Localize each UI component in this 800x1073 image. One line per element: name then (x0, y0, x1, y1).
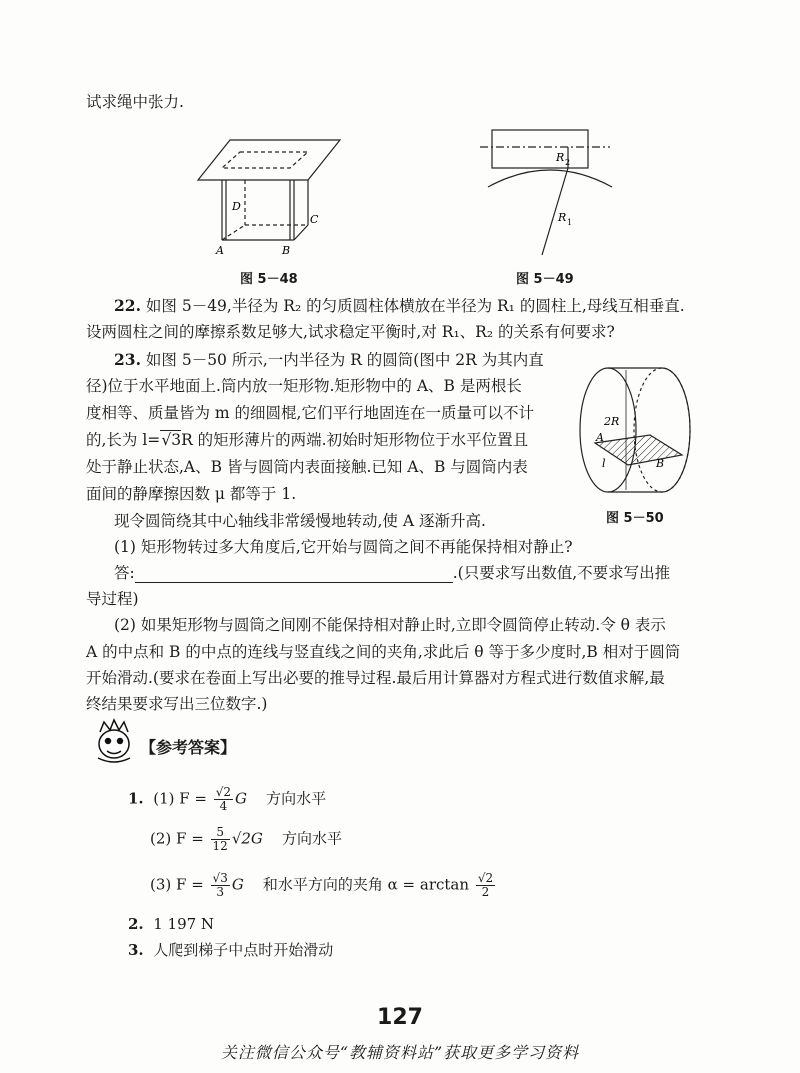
fig50-label-a: A (596, 431, 604, 444)
fig48-label-d: D (232, 200, 241, 213)
q23-sub2-line3: 开始滑动.(要求在卷面上写出必要的推导过程.最后用计算器对方程式进行数值求解,最 (86, 669, 665, 687)
answer-3 (128, 940, 333, 960)
answer-2-number: 2. (128, 915, 144, 933)
answer-2-text: 1 197 N (153, 915, 215, 933)
footer-note: 关注微信公众号“教辅资料站”获取更多学习资料 (220, 1043, 580, 1062)
fig49-sub-1: 1 (567, 218, 573, 227)
lower-cylinder-shape (488, 170, 612, 187)
upper-cylinder-shape (492, 130, 588, 168)
q22-number: 22. (114, 296, 141, 315)
a1-3-fraction (211, 872, 230, 899)
a1-1-num: √2 (215, 785, 232, 799)
figure-5-48-caption: 图 5－48 (240, 272, 298, 287)
top-text-line: 试求绳中张力. (86, 93, 184, 111)
fig48-label-a: A (216, 244, 224, 257)
fig49-sub-2: 2 (565, 158, 571, 167)
q23-sub2-line1: (2) 如果矩形物与圆筒之间刚不能保持相对静止时,立即令圆筒停止转动.令 θ 表示 (114, 616, 666, 634)
figure-5-49-caption: 图 5－49 (516, 272, 574, 287)
q23-line4-c: R 的矩形薄片的两端.初始时矩形物位于水平位置且 (181, 431, 529, 449)
figure-5-50-caption: 图 5－50 (606, 511, 664, 526)
figure-5-49 (480, 125, 620, 260)
q23-line5: 处于静止状态,A、B 皆与圆筒内表面接触.已知 A、B 与圆筒内表 (86, 458, 528, 476)
a1-2-dir: 方向水平 (282, 829, 343, 848)
answer-1-part-1 (128, 786, 326, 813)
q23-answer-line (114, 563, 670, 583)
a1-2-fraction (211, 826, 230, 853)
q22-text-1: 如图 5－49,半径为 R₂ 的匀质圆柱体横放在半径为 R₁ 的圆柱上,母线互相垂直. (145, 297, 685, 315)
a1-1-pre: (1) F = (153, 789, 207, 808)
fig49-label-r2: R (556, 151, 565, 164)
q23-line3: 度相等、质量皆为 m 的细圆棍,它们平行地固连在一质量可以不计 (86, 404, 534, 422)
q23-sub2-line2: A 的中点和 B 的中点的连线与竖直线之间的夹角,求此后 θ 等于多少度时,B 相对于圆筒 (86, 643, 681, 661)
q23-sub1: (1) 矩形物转过多大角度后,它开始与圆筒之间不再能保持相对静止? (114, 538, 573, 556)
answer-1-number: 1. (128, 789, 144, 808)
a1-3-den: 3 (216, 885, 224, 899)
fig50-label-l: l (602, 457, 606, 470)
q23-text-1: 如图 5－50 所示,一内半径为 R 的圆筒(图中 2R 为其内直 (145, 351, 544, 369)
q23-line4-a: 的,长为 l= (86, 431, 161, 449)
q23-sub1-cont: 导过程) (86, 590, 139, 608)
a1-1-den: 4 (219, 799, 228, 813)
fig50-label-2r: 2R (604, 415, 620, 428)
q23-line7: 现令圆筒绕其中心轴线非常缓慢地转动,使 A 逐渐升高. (114, 512, 486, 530)
a1-3-dir: 和水平方向的夹角 α = arctan (262, 875, 470, 894)
a1-3-angle-fraction (476, 872, 495, 899)
q22-line1 (86, 296, 685, 316)
a1-2-den: 12 (212, 839, 228, 853)
fig49-label-r1: R (558, 211, 567, 224)
answer-3-number: 3. (128, 941, 144, 959)
figure-5-48 (190, 130, 360, 260)
answer-3-text: 人爬到梯子中点时开始滑动 (153, 941, 334, 959)
q23-line6: 面间的静摩擦因数 μ 都等于 1. (86, 485, 297, 503)
figure-5-50 (570, 355, 710, 500)
answer-section-title: 【参考答案】 (140, 738, 237, 757)
q23-line4 (86, 430, 528, 450)
fig48-label-b: B (282, 244, 291, 257)
fig50-label-b: B (656, 457, 665, 470)
q22-line2: 设两圆柱之间的摩擦系数足够大,试求稳定平衡时,对 R₁、R₂ 的关系有何要求? (86, 323, 615, 341)
a1-3-aden: 2 (481, 885, 490, 899)
a1-1-dir: 方向水平 (266, 789, 327, 808)
q23-number: 23. (114, 350, 141, 369)
a1-3-anum: √2 (477, 871, 494, 885)
q23-line2: 径)位于水平地面上.筒内放一矩形物.矩形物中的 A、B 是两根长 (86, 377, 522, 395)
answer-blank[interactable] (135, 568, 453, 583)
a1-2-pre: (2) F = (150, 829, 204, 848)
q23-line4-sqrt: √3 (161, 431, 182, 449)
answer-prefix: 答: (114, 564, 135, 582)
rect-plate-shape (595, 435, 682, 465)
answer-1-part-2 (150, 826, 342, 853)
a1-3-pre: (3) F = (150, 875, 204, 894)
page-number: 127 (377, 1005, 423, 1030)
q23-line1 (86, 350, 544, 370)
plate-shape (198, 140, 340, 180)
a1-2-post: √2G (231, 829, 263, 848)
a1-2-num: 5 (211, 826, 230, 840)
a1-1-fraction (214, 786, 233, 813)
a1-1-post: G (235, 789, 248, 808)
answer-1-part-3 (150, 872, 497, 899)
answer-2 (128, 914, 214, 934)
a1-3-post: G (231, 875, 244, 894)
q23-sub2-line4: 终结果要求写出三位数字.) (86, 695, 268, 713)
answer-suffix: .(只要求写出数值,不要求写出推 (452, 564, 671, 582)
fig48-label-c: C (310, 213, 319, 226)
a1-3-num: √3 (212, 871, 228, 885)
mascot-icon (92, 718, 136, 764)
